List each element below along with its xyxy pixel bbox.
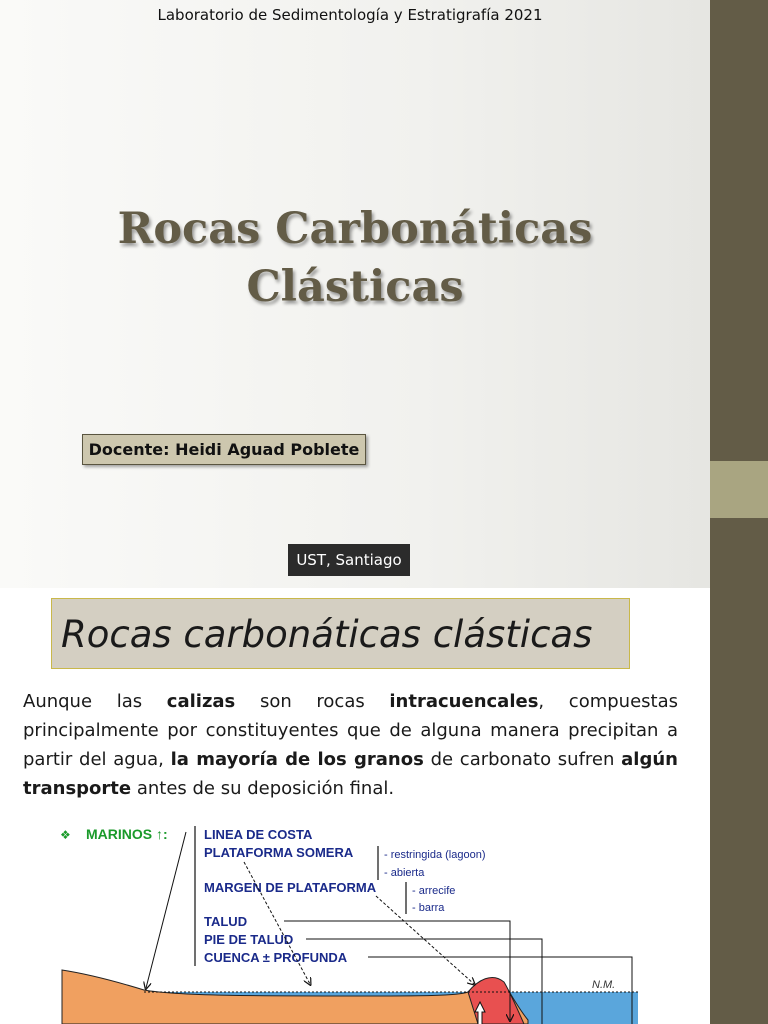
slide-title (0, 200, 710, 316)
location-label: UST, Santiago (288, 544, 410, 576)
land-profile (62, 970, 528, 1024)
slide-header: Laboratorio de Sedimentología y Estratigrafía 2021 (157, 6, 543, 24)
paragraph-text: Aunque las (23, 691, 167, 712)
paragraph-bold: la mayoría de los granos (170, 749, 424, 770)
diagram-subitem: - arrecife (412, 885, 456, 897)
diagram-item: PLATAFORMA SOMERA (204, 845, 354, 860)
diagram-subitem: - restringida (lagoon) (384, 849, 486, 861)
content-slide (0, 588, 768, 1024)
body-paragraph (23, 687, 678, 803)
diagram-heading: MARINOS ↑: (86, 826, 168, 842)
slide-title-line2: Clásticas (246, 262, 464, 312)
marine-environments-diagram (58, 824, 658, 1024)
content-slide-title: Rocas carbonáticas clásticas (51, 598, 630, 669)
paragraph-bold: calizas (166, 691, 236, 712)
sea-level-label: N.M. (592, 979, 616, 991)
decorative-side-bar-accent (710, 461, 768, 518)
diagram-subitem: - abierta (384, 867, 425, 879)
decorative-side-bar (710, 588, 768, 1024)
paragraph-text: antes de su deposición final. (131, 778, 395, 799)
diagram-item: TALUD (204, 914, 248, 929)
bullet-icon: ❖ (60, 828, 71, 842)
diagram-item: LINEA DE COSTA (204, 827, 313, 842)
arrow-linea-de-costa (146, 832, 186, 988)
diagram-subitem: - barra (412, 902, 445, 914)
paragraph-text: de carbonato sufren (423, 749, 622, 770)
diagram-item: PIE DE TALUD (204, 932, 294, 947)
paragraph-text: son rocas (235, 691, 390, 712)
paragraph-bold: algún transporte (23, 749, 678, 799)
docente-label: Docente: Heidi Aguad Poblete (82, 434, 366, 465)
slide-title-line1: Rocas Carbonáticas (117, 204, 593, 254)
paragraph-text: , compuestas principalmente por constituyentes que de alguna manera precipitan a partir del agua, (23, 691, 679, 770)
paragraph-bold: intracuencales (389, 691, 539, 712)
diagram-item: CUENCA ± PROFUNDA (204, 950, 348, 965)
diagram-item: MARGEN DE PLATAFORMA (204, 880, 377, 895)
